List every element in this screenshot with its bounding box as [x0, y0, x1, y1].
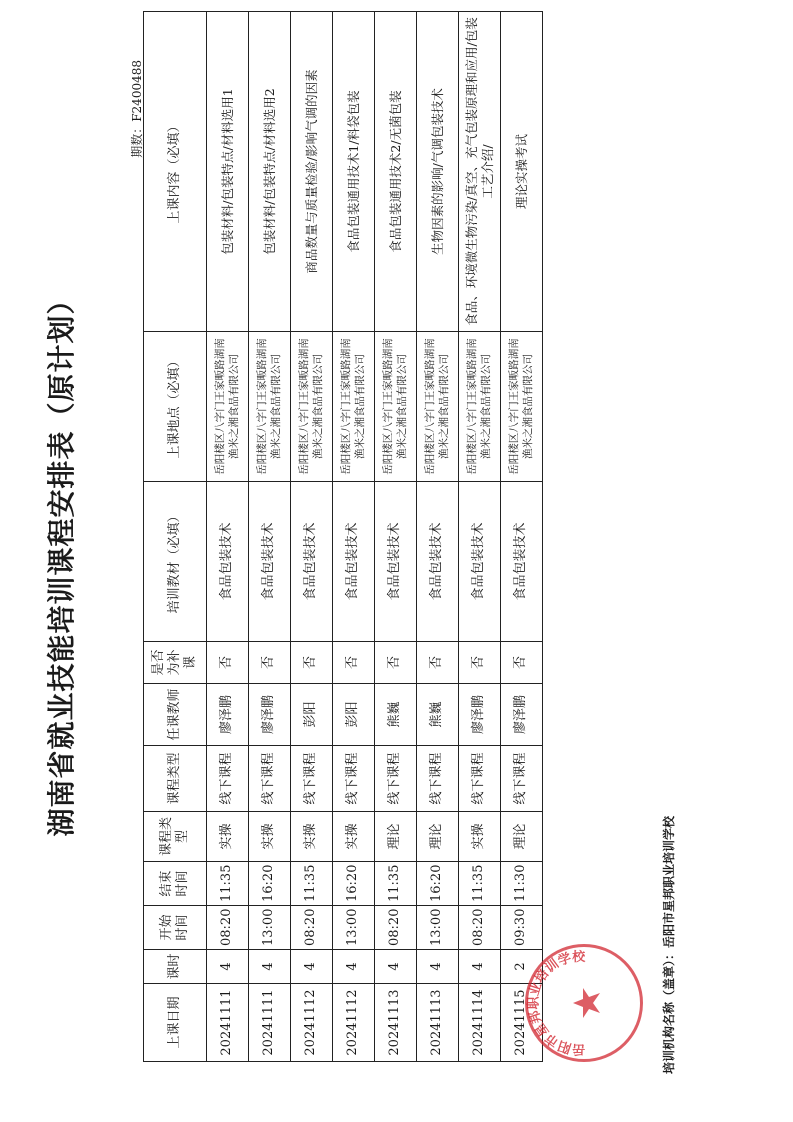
cell-location: 岳阳楼区八字门王家畈路湖南渔米之湘食品有限公司 [249, 332, 291, 482]
cell-end: 11:35 [207, 862, 249, 906]
star-icon [573, 988, 600, 1018]
cell-textbook: 食品包装技术 [291, 482, 333, 642]
cell-hours: 4 [375, 950, 417, 984]
cell-textbook: 食品包装技术 [375, 482, 417, 642]
cell-hours: 2 [501, 950, 543, 984]
header-cell: 培训教材（必填） [144, 482, 207, 642]
cell-content: 包装材料/包装特点/材料选用1 [207, 12, 249, 332]
cell-mode: 线下课程 [207, 746, 249, 812]
cell-start: 13:00 [333, 906, 375, 950]
cell-hours: 4 [417, 950, 459, 984]
cell-textbook: 食品包装技术 [249, 482, 291, 642]
cell-teacher: 廖泽鹏 [207, 684, 249, 746]
cell-content: 食品包装通用技术2/无菌包装 [375, 12, 417, 332]
cell-date: 20241115 [501, 984, 543, 1062]
cell-hours: 4 [291, 950, 333, 984]
header-cell: 任课教师 [144, 684, 207, 746]
cell-end: 16:20 [249, 862, 291, 906]
cell-location: 岳阳楼区八字门王家畈路湖南渔米之湘食品有限公司 [291, 332, 333, 482]
cell-start: 13:00 [417, 906, 459, 950]
cell-teacher: 熊巍 [417, 684, 459, 746]
cell-date: 20241113 [375, 984, 417, 1062]
cell-location: 岳阳楼区八字门王家畈路湖南渔米之湘食品有限公司 [459, 332, 501, 482]
cell-teacher: 彭阳 [291, 684, 333, 746]
cell-start: 08:20 [291, 906, 333, 950]
cell-content: 商品数量与质量检验/影响气调的因素 [291, 12, 333, 332]
cell-date: 20241112 [291, 984, 333, 1062]
cell-end: 11:35 [375, 862, 417, 906]
cell-ctype: 实操 [333, 812, 375, 862]
cell-textbook: 食品包装技术 [459, 482, 501, 642]
cell-location: 岳阳楼区八字门王家畈路湖南渔米之湘食品有限公司 [501, 332, 543, 482]
cell-content: 理论实操考试 [501, 12, 543, 332]
cell-location: 岳阳楼区八字门王家畈路湖南渔米之湘食品有限公司 [333, 332, 375, 482]
header-cell: 课程类型 [144, 746, 207, 812]
cell-mode: 线下课程 [333, 746, 375, 812]
cell-hours: 4 [249, 950, 291, 984]
table-row [375, 12, 417, 1062]
cell-end: 11:35 [459, 862, 501, 906]
seal-text: 岳阳市星邦职业培训学校 [526, 949, 586, 1057]
cell-mode: 线下课程 [249, 746, 291, 812]
cell-makeup: 否 [333, 642, 375, 684]
cell-makeup: 否 [501, 642, 543, 684]
header-cell: 开始时间 [144, 906, 207, 950]
cell-mode: 线下课程 [501, 746, 543, 812]
cell-makeup: 否 [417, 642, 459, 684]
cell-teacher: 廖泽鹏 [249, 684, 291, 746]
cell-start: 08:20 [459, 906, 501, 950]
cell-ctype: 实操 [291, 812, 333, 862]
table-row [459, 12, 501, 1062]
cell-ctype: 理论 [417, 812, 459, 862]
header-cell: 课时 [144, 950, 207, 984]
cell-date: 20241111 [249, 984, 291, 1062]
cell-makeup: 否 [249, 642, 291, 684]
table-row [417, 12, 459, 1062]
cell-textbook: 食品包装技术 [207, 482, 249, 642]
cell-date: 20241111 [207, 984, 249, 1062]
cell-teacher: 廖泽鹏 [459, 684, 501, 746]
header-cell: 课程类型 [144, 812, 207, 862]
cell-end: 16:20 [333, 862, 375, 906]
table-row [207, 12, 249, 1062]
cell-date: 20241112 [333, 984, 375, 1062]
cell-ctype: 理论 [501, 812, 543, 862]
cell-start: 08:20 [375, 906, 417, 950]
cell-content: 包装材料/包装特点/材料选用2 [249, 12, 291, 332]
cell-makeup: 否 [291, 642, 333, 684]
cell-mode: 线下课程 [291, 746, 333, 812]
cell-teacher: 廖泽鹏 [501, 684, 543, 746]
organization-line: 培训机构名称（盖章）：岳阳市星邦职业培训学校 [662, 815, 676, 1074]
cell-textbook: 食品包装技术 [501, 482, 543, 642]
cell-hours: 4 [459, 950, 501, 984]
cell-teacher: 彭阳 [333, 684, 375, 746]
table-header-row [144, 12, 207, 1062]
cell-mode: 线下课程 [417, 746, 459, 812]
table-row [249, 12, 291, 1062]
cell-end: 11:35 [291, 862, 333, 906]
table-row [501, 12, 543, 1062]
cell-hours: 4 [207, 950, 249, 984]
cell-makeup: 否 [207, 642, 249, 684]
cell-ctype: 理论 [375, 812, 417, 862]
header-cell: 是否为补课 [144, 642, 207, 684]
cell-makeup: 否 [375, 642, 417, 684]
header-cell: 上课地点（必填） [144, 332, 207, 482]
cell-date: 20241114 [459, 984, 501, 1062]
cell-content: 食品、环境微生物污染/真空、充气包装原理和应用/包装工艺介绍/ [459, 12, 501, 332]
cell-textbook: 食品包装技术 [333, 482, 375, 642]
cell-textbook: 食品包装技术 [417, 482, 459, 642]
period-number: 期数：F2400488 [130, 60, 144, 158]
cell-start: 09:30 [501, 906, 543, 950]
cell-date: 20241113 [417, 984, 459, 1062]
table-row [291, 12, 333, 1062]
cell-mode: 线下课程 [459, 746, 501, 812]
header-cell: 上课日期 [144, 984, 207, 1062]
header-cell: 上课内容（必填） [144, 12, 207, 332]
cell-location: 岳阳楼区八字门王家畈路湖南渔米之湘食品有限公司 [207, 332, 249, 482]
table-row [333, 12, 375, 1062]
cell-mode: 线下课程 [375, 746, 417, 812]
cell-makeup: 否 [459, 642, 501, 684]
schedule-table [143, 11, 543, 1062]
header-cell: 结束时间 [144, 862, 207, 906]
cell-content: 生物因素的影响/气调包装技术 [417, 12, 459, 332]
cell-start: 13:00 [249, 906, 291, 950]
page-title: 湖南省就业技能培训课程安排表（原计划） [45, 285, 78, 837]
cell-ctype: 实操 [207, 812, 249, 862]
cell-content: 食品包装通用技术1/料袋包装 [333, 12, 375, 332]
cell-location: 岳阳楼区八字门王家畈路湖南渔米之湘食品有限公司 [375, 332, 417, 482]
cell-location: 岳阳楼区八字门王家畈路湖南渔米之湘食品有限公司 [417, 332, 459, 482]
cell-end: 11:30 [501, 862, 543, 906]
cell-ctype: 实操 [249, 812, 291, 862]
cell-ctype: 实操 [459, 812, 501, 862]
cell-hours: 4 [333, 950, 375, 984]
cell-teacher: 熊巍 [375, 684, 417, 746]
cell-start: 08:20 [207, 906, 249, 950]
cell-end: 16:20 [417, 862, 459, 906]
